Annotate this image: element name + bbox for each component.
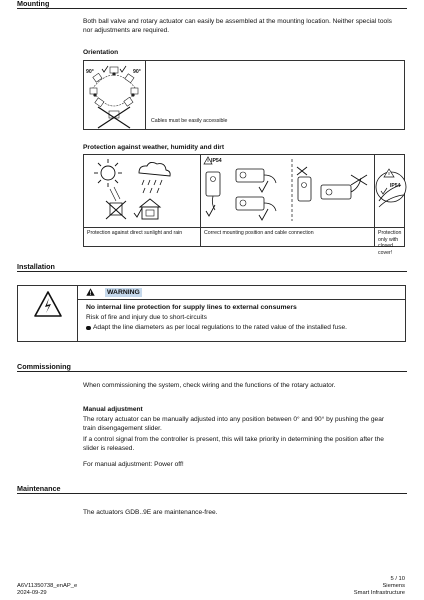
sun-rain-illustration [84, 155, 199, 226]
caption-closed-cover: Protection only with closed cover! [378, 230, 402, 256]
section-title-mounting: Mounting [17, 0, 50, 8]
closed-cover-illustration [375, 155, 405, 226]
bullet-icon [86, 326, 91, 331]
angle-label-left: 90° [86, 69, 94, 75]
manual-adjustment-heading: Manual adjustment [83, 406, 143, 413]
section-rule [17, 371, 407, 372]
protection-caption-divider [83, 227, 405, 228]
section-rule [17, 8, 407, 9]
warning-box [17, 285, 406, 342]
warning-title: No internal line protection for supply lines to external consumers [86, 304, 297, 311]
footer-company: Siemens [382, 583, 405, 589]
footer-date: 2024-09-29 [17, 590, 47, 596]
footer-doc-id: A6V11350738_enAP_e [17, 583, 78, 589]
ip-badge-text: IP54 [211, 158, 222, 164]
section-title-maintenance: Maintenance [17, 484, 61, 493]
electrical-hazard-icon [34, 291, 62, 317]
warning-risk: Risk of fire and injury due to short-circuits [86, 314, 207, 321]
section-title-installation: Installation [17, 262, 55, 271]
warning-divider [77, 285, 78, 342]
ip-badge-closed: IP54 [390, 183, 401, 189]
warning-action: Adapt the line diameters as per local regulations to the rated value of the installed fuse. [93, 324, 348, 331]
caption-sunlight: Protection against direct sunlight and rain [87, 230, 183, 236]
manual-adjustment-note: For manual adjustment: Power off! [83, 461, 184, 468]
warning-triangle-icon [86, 288, 95, 296]
correct-mounting-illustration [201, 155, 373, 226]
orientation-heading: Orientation [83, 49, 119, 56]
warning-label: WARNING [107, 288, 140, 296]
footer-division: Smart Infrastructure [353, 590, 405, 596]
orientation-caption: Cables must be easily accessible [151, 118, 228, 124]
manual-adjustment-para2: If a control signal from the controller is present, this will take priority in determining the position after the slider is released. [83, 436, 384, 452]
manual-adjustment-para1: The rotary actuator can be manually adjusted into any position between 0° and 90° by pushing the gear train disengagement slider. [83, 416, 385, 432]
warning-header-divider [77, 299, 406, 300]
section-rule [17, 271, 407, 272]
angle-label-right: 90° [133, 69, 141, 75]
orientation-divider [145, 60, 146, 130]
commissioning-intro: When commissioning the system, check wiring and the functions of the rotary actuator. [83, 382, 336, 389]
footer-page-number: 5 / 10 [390, 576, 405, 582]
maintenance-text: The actuators GDB..9E are maintenance-free. [83, 509, 218, 516]
mounting-intro: Both ball valve and rotary actuator can easily be assembled at the mounting location. Neither special tools nor adjustments are required. [83, 18, 392, 34]
caption-correct-mounting: Correct mounting position and cable connection [204, 230, 314, 236]
protection-heading: Protection against weather, humidity and dirt [83, 144, 225, 151]
section-rule [17, 493, 407, 494]
section-title-commissioning: Commissioning [17, 362, 71, 371]
